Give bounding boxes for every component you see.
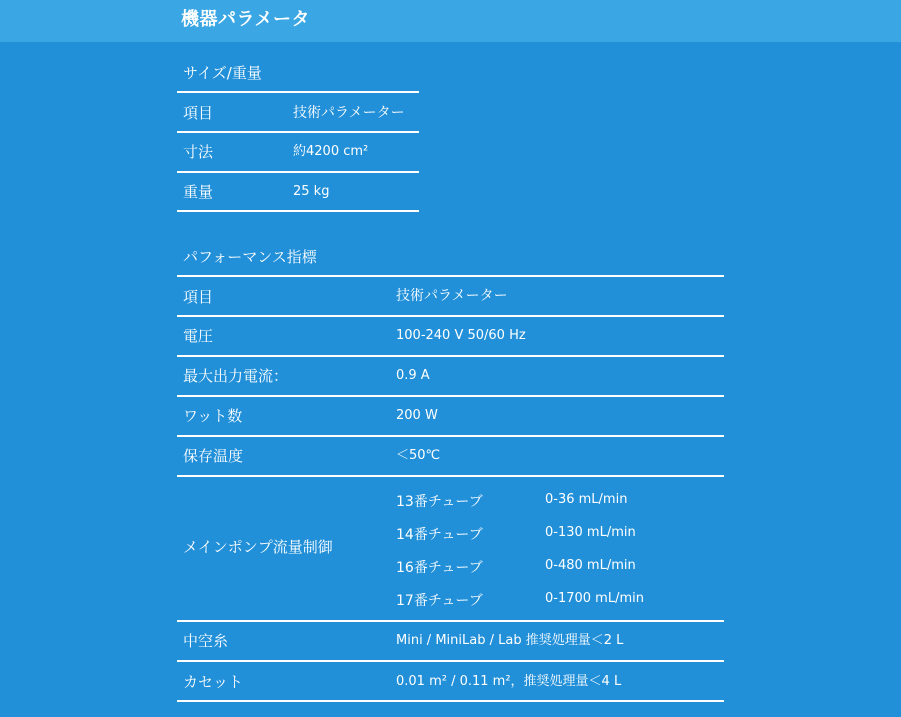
row-value-weight: 25 kg bbox=[293, 184, 330, 199]
table-header-row bbox=[177, 91, 419, 131]
row-label-cassette: カセット bbox=[183, 673, 244, 691]
row-label-pump-flow: メインポンプ流量制御 bbox=[183, 538, 333, 556]
size-weight-table bbox=[177, 91, 419, 212]
page-header bbox=[0, 0, 901, 42]
row-value-wattage: 200 W bbox=[396, 408, 438, 423]
tube-name: 17番チューブ bbox=[396, 593, 483, 609]
table-row bbox=[177, 315, 724, 355]
page-title: 機器パラメータ bbox=[181, 9, 310, 30]
table-row bbox=[177, 660, 724, 702]
row-value-dimensions: 約4200 cm² bbox=[293, 144, 369, 159]
table-row bbox=[177, 171, 419, 212]
row-value-hollow-fiber: Mini / MiniLab / Lab 推奨処理量＜2 L bbox=[396, 633, 624, 648]
row-label-hollow-fiber: 中空糸 bbox=[183, 632, 229, 650]
performance-table bbox=[177, 275, 724, 702]
tube-name: 14番チューブ bbox=[396, 527, 483, 543]
row-value-voltage: 100-240 V 50/60 Hz bbox=[396, 328, 526, 343]
row-label-weight: 重量 bbox=[183, 183, 214, 201]
table-row bbox=[177, 395, 724, 435]
tube-name: 13番チューブ bbox=[396, 494, 483, 510]
row-label-storage-temp: 保存温度 bbox=[183, 447, 244, 465]
row-label-wattage: ワット数 bbox=[183, 407, 243, 425]
tube-flow-value: 0-1700 mL/min bbox=[545, 591, 644, 606]
table-row bbox=[177, 435, 724, 475]
column-header-param: 技術パラメーター bbox=[293, 105, 405, 121]
row-label-dimensions: 寸法 bbox=[183, 143, 214, 161]
column-header-item: 項目 bbox=[183, 104, 214, 122]
table-header-row bbox=[177, 275, 724, 315]
table-row-pump-flow bbox=[177, 475, 724, 620]
row-label-voltage: 電圧 bbox=[183, 327, 214, 345]
column-header-item: 項目 bbox=[183, 288, 214, 306]
size-weight-section-title: サイズ/重量 bbox=[183, 64, 262, 82]
row-label-max-current: 最大出力電流： bbox=[183, 367, 289, 385]
tube-flow-value: 0-480 mL/min bbox=[545, 558, 636, 573]
row-value-max-current: 0.9 A bbox=[396, 368, 430, 383]
tube-flow-value: 0-130 mL/min bbox=[545, 525, 636, 540]
table-row bbox=[177, 355, 724, 395]
table-row bbox=[177, 620, 724, 660]
row-value-storage-temp: ＜50℃ bbox=[396, 448, 441, 463]
tube-flow-value: 0-36 mL/min bbox=[545, 492, 628, 507]
table-row bbox=[177, 131, 419, 171]
performance-section-title: パフォーマンス指標 bbox=[183, 248, 317, 266]
column-header-param: 技術パラメーター bbox=[396, 288, 508, 304]
row-value-cassette: 0.01 m² / 0.11 m²，推奨処理量＜4 L bbox=[396, 674, 622, 689]
tube-name: 16番チューブ bbox=[396, 560, 483, 576]
